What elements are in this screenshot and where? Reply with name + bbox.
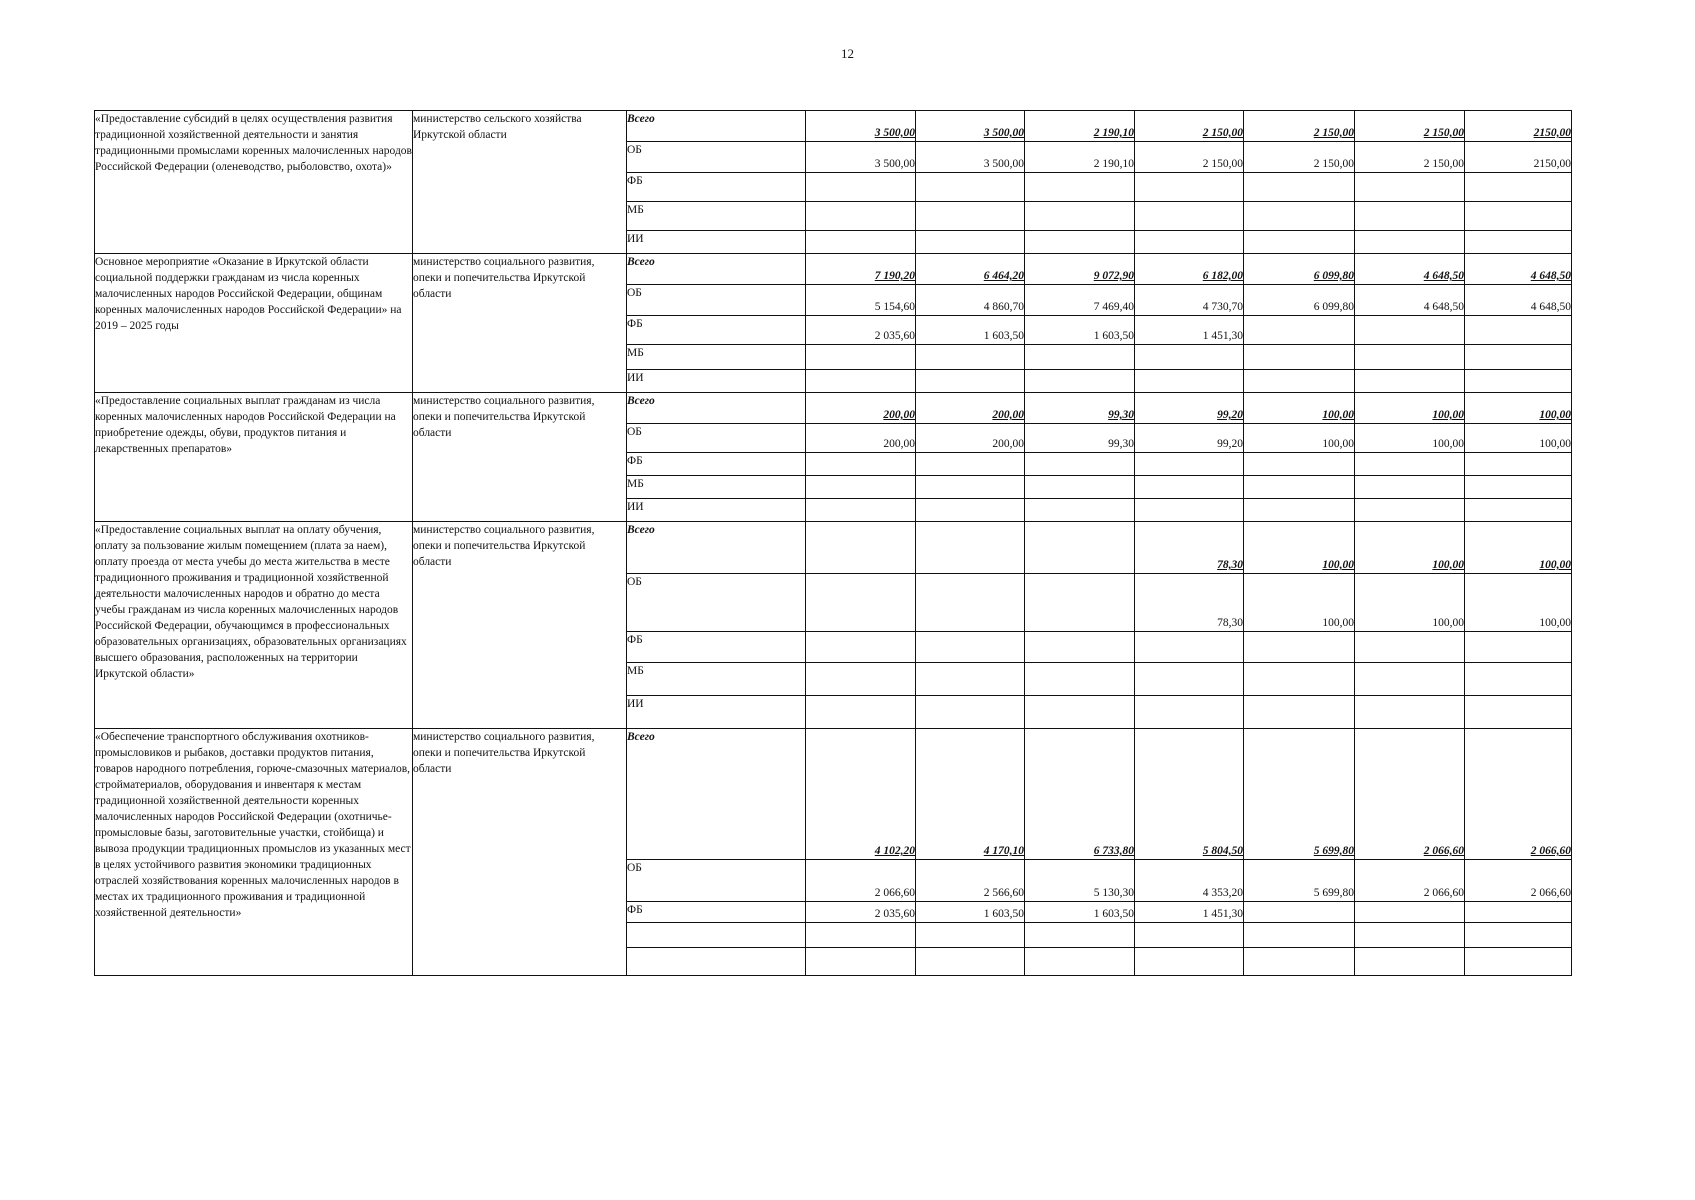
activity-description: «Предоставление социальных выплат гражданам из числа коренных малочисленных народов Российской Федерации на приобретение одежды, обуви, продуктов питания и лекарственных препаратов»: [95, 393, 413, 522]
amount-cell: [1135, 948, 1244, 976]
amount-cell: [1135, 632, 1244, 663]
amount-cell: [1135, 173, 1244, 202]
amount-cell: [1244, 696, 1355, 729]
amount-cell: [1355, 453, 1465, 476]
responsible-executor: министерство социального развития, опеки и попечительства Иркутской области: [413, 254, 627, 393]
activity-description: «Предоставление социальных выплат на оплату обучения, оплату за пользование жилым помещением (плата за наем), оплату проезда от места учебы до места жительства в месте традиционного проживания и традиционной хозяйственной деятельности малочисленных народов и обратно до места учебы гражданам из числа коренных малочисленных народов Российской Федерации, обучающимся в профессиональных образовательных организациях, образовательных организациях высшего образования, расположенных на территории Иркутской области»: [95, 522, 413, 729]
amount-cell: 7 469,40: [1025, 285, 1135, 316]
amount-cell: [1025, 499, 1135, 522]
funding-source: [627, 923, 806, 948]
amount-cell: 6 182,00: [1135, 254, 1244, 285]
amount-cell: 1 603,50: [916, 902, 1025, 923]
amount-cell: 2 066,60: [1465, 860, 1572, 902]
amount-cell: 4 730,70: [1135, 285, 1244, 316]
amount-cell: 6 099,80: [1244, 285, 1355, 316]
funding-source: Всего: [627, 393, 806, 424]
responsible-executor: министерство социального развития, опеки и попечительства Иркутской области: [413, 522, 627, 729]
amount-cell: 2150,00: [1465, 142, 1572, 173]
amount-cell: [1025, 574, 1135, 632]
amount-cell: 2 190,10: [1025, 111, 1135, 142]
amount-cell: 100,00: [1244, 393, 1355, 424]
amount-cell: [1244, 173, 1355, 202]
amount-cell: 2 150,00: [1244, 111, 1355, 142]
amount-cell: 100,00: [1465, 424, 1572, 453]
amount-cell: 2 150,00: [1355, 111, 1465, 142]
amount-cell: [806, 522, 916, 574]
amount-cell: [1244, 316, 1355, 345]
amount-cell: [916, 476, 1025, 499]
amount-cell: [1135, 202, 1244, 231]
funding-source: ОБ: [627, 860, 806, 902]
amount-cell: 5 699,80: [1244, 860, 1355, 902]
amount-cell: [1025, 231, 1135, 254]
amount-cell: [916, 370, 1025, 393]
amount-cell: [916, 453, 1025, 476]
amount-cell: [916, 231, 1025, 254]
amount-cell: [1465, 202, 1572, 231]
funding-source: МБ: [627, 202, 806, 231]
funding-source: [627, 948, 806, 976]
amount-cell: [1244, 231, 1355, 254]
amount-cell: 200,00: [806, 424, 916, 453]
amount-cell: [1244, 632, 1355, 663]
amount-cell: 4 648,50: [1465, 254, 1572, 285]
amount-cell: [1465, 345, 1572, 370]
amount-cell: [1025, 173, 1135, 202]
amount-cell: [916, 499, 1025, 522]
amount-cell: [806, 499, 916, 522]
amount-cell: 2 066,60: [806, 860, 916, 902]
amount-cell: [1025, 663, 1135, 696]
amount-cell: [1025, 476, 1135, 499]
amount-cell: 3 500,00: [806, 111, 916, 142]
funding-source: Всего: [627, 111, 806, 142]
funding-source: ФБ: [627, 316, 806, 345]
amount-cell: 4 860,70: [916, 285, 1025, 316]
amount-cell: [1355, 316, 1465, 345]
amount-cell: 99,20: [1135, 393, 1244, 424]
amount-cell: [806, 696, 916, 729]
amount-cell: [1355, 345, 1465, 370]
amount-cell: [1465, 696, 1572, 729]
amount-cell: [806, 231, 916, 254]
amount-cell: 4 102,20: [806, 729, 916, 860]
amount-cell: 4 648,50: [1465, 285, 1572, 316]
amount-cell: [1465, 499, 1572, 522]
amount-cell: [916, 632, 1025, 663]
funding-source: ОБ: [627, 285, 806, 316]
amount-cell: [916, 173, 1025, 202]
amount-cell: 2 150,00: [1135, 111, 1244, 142]
table-row: [95, 111, 1572, 142]
amount-cell: [1465, 902, 1572, 923]
amount-cell: [806, 632, 916, 663]
amount-cell: [1355, 663, 1465, 696]
amount-cell: 1 603,50: [1025, 902, 1135, 923]
amount-cell: [1465, 173, 1572, 202]
amount-cell: 100,00: [1465, 522, 1572, 574]
amount-cell: 1 603,50: [1025, 316, 1135, 345]
amount-cell: [1244, 499, 1355, 522]
funding-source: МБ: [627, 345, 806, 370]
amount-cell: [1355, 696, 1465, 729]
amount-cell: [1355, 948, 1465, 976]
amount-cell: [806, 370, 916, 393]
amount-cell: [1355, 902, 1465, 923]
amount-cell: 3 500,00: [916, 111, 1025, 142]
table-row: [95, 729, 1572, 860]
activity-description: «Обеспечение транспортного обслуживания охотников-промысловиков и рыбаков, доставки продуктов питания, товаров народного потребления, горюче-смазочных материалов, стройматериалов, оборудования и инвентаря к местам традиционной хозяйственной деятельности коренных малочисленных народов Российской Федерации (охотничье-промысловые базы, заготовительные участки, стойбища) и вывоза продукции традиционных промыслов из указанных мест в целях устойчивого развития экономики традиционных отраслей хозяйствования коренных малочисленных народов в местах их традиционного проживания и традиционной хозяйственной деятельности»: [95, 729, 413, 976]
amount-cell: 4 353,20: [1135, 860, 1244, 902]
amount-cell: 6 464,20: [916, 254, 1025, 285]
amount-cell: [1465, 923, 1572, 948]
amount-cell: [806, 345, 916, 370]
amount-cell: 2 150,00: [1135, 142, 1244, 173]
table-row: [95, 254, 1572, 285]
amount-cell: 78,30: [1135, 522, 1244, 574]
amount-cell: [1465, 663, 1572, 696]
amount-cell: [806, 574, 916, 632]
amount-cell: 3 500,00: [806, 142, 916, 173]
amount-cell: [1025, 453, 1135, 476]
amount-cell: [1355, 499, 1465, 522]
amount-cell: [806, 173, 916, 202]
amount-cell: 2 566,60: [916, 860, 1025, 902]
amount-cell: 6 099,80: [1244, 254, 1355, 285]
funding-source: ИИ: [627, 231, 806, 254]
table-row: [95, 522, 1572, 574]
amount-cell: [1135, 499, 1244, 522]
amount-cell: [1025, 522, 1135, 574]
amount-cell: 7 190,20: [806, 254, 916, 285]
activity-description: «Предоставление субсидий в целях осуществления развития традиционной хозяйственной деятельности и занятия традиционными промыслами коренных малочисленных народов Российской Федерации (оленеводство, рыболовство, охота)»: [95, 111, 413, 254]
amount-cell: [1135, 696, 1244, 729]
amount-cell: [1355, 923, 1465, 948]
funding-table: [94, 110, 1572, 976]
amount-cell: 2 066,60: [1355, 860, 1465, 902]
amount-cell: 99,30: [1025, 424, 1135, 453]
amount-cell: [1135, 345, 1244, 370]
amount-cell: [1355, 231, 1465, 254]
amount-cell: [806, 476, 916, 499]
amount-cell: 4 170,10: [916, 729, 1025, 860]
amount-cell: 5 130,30: [1025, 860, 1135, 902]
amount-cell: [1465, 476, 1572, 499]
funding-source: ФБ: [627, 173, 806, 202]
amount-cell: [1244, 476, 1355, 499]
amount-cell: [1025, 923, 1135, 948]
funding-source: ФБ: [627, 632, 806, 663]
amount-cell: [1465, 370, 1572, 393]
table-row: [95, 393, 1572, 424]
amount-cell: [1465, 632, 1572, 663]
amount-cell: 6 733,80: [1025, 729, 1135, 860]
amount-cell: [1355, 173, 1465, 202]
amount-cell: 2 190,10: [1025, 142, 1135, 173]
amount-cell: [1025, 696, 1135, 729]
amount-cell: [1355, 202, 1465, 231]
amount-cell: 100,00: [1355, 393, 1465, 424]
amount-cell: 1 603,50: [916, 316, 1025, 345]
amount-cell: [1244, 345, 1355, 370]
amount-cell: 2150,00: [1465, 111, 1572, 142]
funding-source: ОБ: [627, 574, 806, 632]
amount-cell: 100,00: [1244, 424, 1355, 453]
amount-cell: [806, 202, 916, 231]
amount-cell: [1135, 923, 1244, 948]
amount-cell: 4 648,50: [1355, 254, 1465, 285]
amount-cell: [1465, 231, 1572, 254]
amount-cell: [1244, 923, 1355, 948]
amount-cell: 100,00: [1244, 574, 1355, 632]
amount-cell: [806, 948, 916, 976]
amount-cell: 9 072,90: [1025, 254, 1135, 285]
amount-cell: [806, 923, 916, 948]
responsible-executor: министерство социального развития, опеки и попечительства Иркутской области: [413, 729, 627, 976]
responsible-executor: министерство сельского хозяйства Иркутской области: [413, 111, 627, 254]
amount-cell: 2 150,00: [1244, 142, 1355, 173]
amount-cell: 5 804,50: [1135, 729, 1244, 860]
funding-source: ИИ: [627, 499, 806, 522]
funding-source: МБ: [627, 663, 806, 696]
responsible-executor: министерство социального развития, опеки и попечительства Иркутской области: [413, 393, 627, 522]
funding-source: Всего: [627, 254, 806, 285]
amount-cell: [1465, 948, 1572, 976]
amount-cell: [1135, 663, 1244, 696]
amount-cell: 100,00: [1465, 393, 1572, 424]
amount-cell: 100,00: [1355, 522, 1465, 574]
table-body: [95, 111, 1572, 976]
amount-cell: [1355, 632, 1465, 663]
amount-cell: 100,00: [1244, 522, 1355, 574]
funding-source: ФБ: [627, 453, 806, 476]
amount-cell: [1025, 632, 1135, 663]
funding-source: МБ: [627, 476, 806, 499]
amount-cell: 5 699,80: [1244, 729, 1355, 860]
amount-cell: 2 035,60: [806, 902, 916, 923]
funding-source: ИИ: [627, 370, 806, 393]
amount-cell: 99,20: [1135, 424, 1244, 453]
amount-cell: 2 035,60: [806, 316, 916, 345]
amount-cell: [806, 453, 916, 476]
page-number: 12: [841, 46, 854, 61]
amount-cell: [1025, 202, 1135, 231]
amount-cell: 2 066,60: [1465, 729, 1572, 860]
amount-cell: [1244, 202, 1355, 231]
amount-cell: 200,00: [916, 424, 1025, 453]
amount-cell: [916, 696, 1025, 729]
activity-description: Основное мероприятие «Оказание в Иркутской области социальной поддержки гражданам из числа коренных малочисленных народов Российской Федерации, общинам коренных малочисленных народов Российской Федерации» на 2019 – 2025 годы: [95, 254, 413, 393]
amount-cell: 99,30: [1025, 393, 1135, 424]
amount-cell: 1 451,30: [1135, 902, 1244, 923]
amount-cell: 1 451,30: [1135, 316, 1244, 345]
funding-source: ИИ: [627, 696, 806, 729]
amount-cell: [1135, 453, 1244, 476]
amount-cell: [1135, 231, 1244, 254]
amount-cell: [1025, 345, 1135, 370]
funding-source: ОБ: [627, 424, 806, 453]
amount-cell: 200,00: [806, 393, 916, 424]
amount-cell: [916, 202, 1025, 231]
funding-source: ОБ: [627, 142, 806, 173]
amount-cell: [916, 522, 1025, 574]
amount-cell: [1244, 902, 1355, 923]
amount-cell: [1135, 476, 1244, 499]
amount-cell: [916, 345, 1025, 370]
amount-cell: [916, 923, 1025, 948]
amount-cell: [916, 948, 1025, 976]
amount-cell: [916, 574, 1025, 632]
funding-source: Всего: [627, 729, 806, 860]
amount-cell: [806, 663, 916, 696]
amount-cell: [1244, 370, 1355, 393]
amount-cell: 200,00: [916, 393, 1025, 424]
amount-cell: [1244, 663, 1355, 696]
amount-cell: 3 500,00: [916, 142, 1025, 173]
amount-cell: 5 154,60: [806, 285, 916, 316]
funding-source: ФБ: [627, 902, 806, 923]
amount-cell: 100,00: [1465, 574, 1572, 632]
amount-cell: 78,30: [1135, 574, 1244, 632]
amount-cell: [1025, 370, 1135, 393]
amount-cell: 2 066,60: [1355, 729, 1465, 860]
amount-cell: [1355, 370, 1465, 393]
amount-cell: 4 648,50: [1355, 285, 1465, 316]
amount-cell: [1025, 948, 1135, 976]
amount-cell: [1244, 453, 1355, 476]
amount-cell: 2 150,00: [1355, 142, 1465, 173]
amount-cell: [916, 663, 1025, 696]
amount-cell: [1465, 453, 1572, 476]
funding-source: Всего: [627, 522, 806, 574]
amount-cell: 100,00: [1355, 574, 1465, 632]
amount-cell: [1244, 948, 1355, 976]
amount-cell: [1355, 476, 1465, 499]
amount-cell: 100,00: [1355, 424, 1465, 453]
amount-cell: [1135, 370, 1244, 393]
amount-cell: [1465, 316, 1572, 345]
